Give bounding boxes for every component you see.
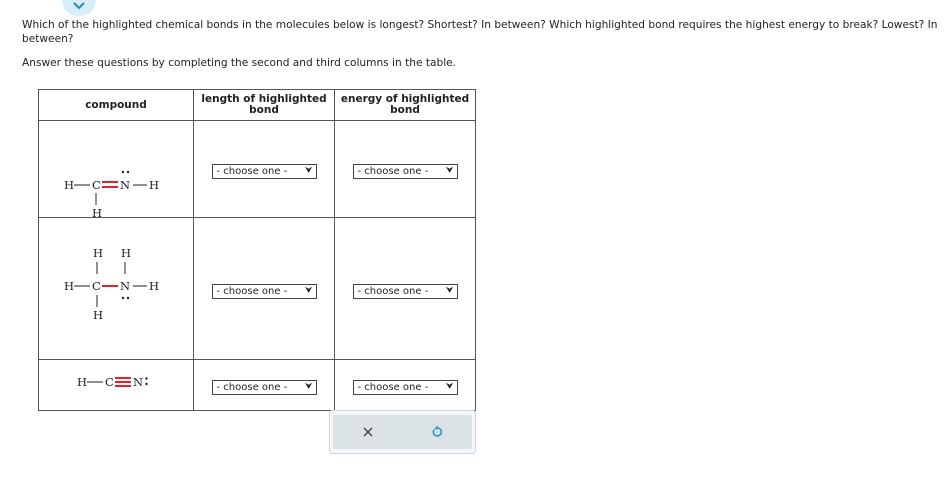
answer-table xyxy=(38,89,476,411)
answer-toolbar xyxy=(329,410,476,454)
svg-text:H: H xyxy=(149,178,160,192)
reset-button[interactable] xyxy=(425,420,449,444)
svg-text:H: H xyxy=(77,375,88,389)
svg-text:C: C xyxy=(92,178,101,192)
molecule-methylamine xyxy=(39,218,194,360)
header-energy: energy of highlighted bond xyxy=(335,90,476,121)
molecule-hydrogen-cyanide xyxy=(39,360,194,411)
methanimine-structure xyxy=(39,121,193,217)
svg-text:H: H xyxy=(149,279,160,293)
chevron-down-icon: ⮟ xyxy=(445,382,454,392)
table-row xyxy=(39,360,476,411)
table-row xyxy=(39,121,476,218)
svg-text:N: N xyxy=(133,375,144,389)
svg-text:H: H xyxy=(64,279,75,293)
collapse-toggle[interactable] xyxy=(62,0,96,16)
instruction-text: Answer these questions by completing the second and third columns in the table. xyxy=(22,57,457,69)
length-select-3[interactable]: - choose one - ⮟ xyxy=(212,380,317,395)
energy-select-3[interactable]: - choose one - ⮟ xyxy=(353,380,458,395)
length-select-2[interactable]: - choose one - ⮟ xyxy=(212,284,317,299)
svg-text:H: H xyxy=(93,246,104,260)
svg-text:H: H xyxy=(121,246,132,260)
header-length: length of highlighted bond xyxy=(194,90,335,121)
table-row xyxy=(39,218,476,360)
molecule-methanimine xyxy=(39,121,194,218)
length-select-1[interactable]: - choose one - ⮟ xyxy=(212,164,317,179)
undo-icon xyxy=(431,426,443,438)
svg-text:C: C xyxy=(105,375,114,389)
svg-text:H: H xyxy=(92,206,103,217)
chevron-down-icon: ⮟ xyxy=(304,166,313,176)
question-text: Which of the highlighted chemical bonds in the molecules below is longest? Shortest? In between? Which highlighted bond requires the highest energy to break? Lowest? In between? xyxy=(22,19,938,45)
svg-text:N: N xyxy=(120,178,131,192)
chevron-down-icon: ⮟ xyxy=(445,166,454,176)
chevron-down-icon xyxy=(73,2,85,10)
close-icon xyxy=(363,427,373,437)
chevron-down-icon: ⮟ xyxy=(304,285,313,296)
chevron-down-icon: ⮟ xyxy=(304,382,313,392)
svg-text:C: C xyxy=(92,279,101,293)
header-compound: compound xyxy=(39,90,194,121)
clear-button[interactable] xyxy=(356,420,380,444)
energy-select-1[interactable]: - choose one - ⮟ xyxy=(353,164,458,179)
methylamine-structure xyxy=(39,218,193,359)
energy-select-2[interactable]: - choose one - ⮟ xyxy=(353,284,458,299)
chevron-down-icon: ⮟ xyxy=(445,285,454,296)
hydrogen-cyanide-structure xyxy=(39,360,193,410)
svg-text:H: H xyxy=(93,308,104,322)
svg-text:H: H xyxy=(64,178,75,192)
svg-text:N: N xyxy=(120,279,131,293)
